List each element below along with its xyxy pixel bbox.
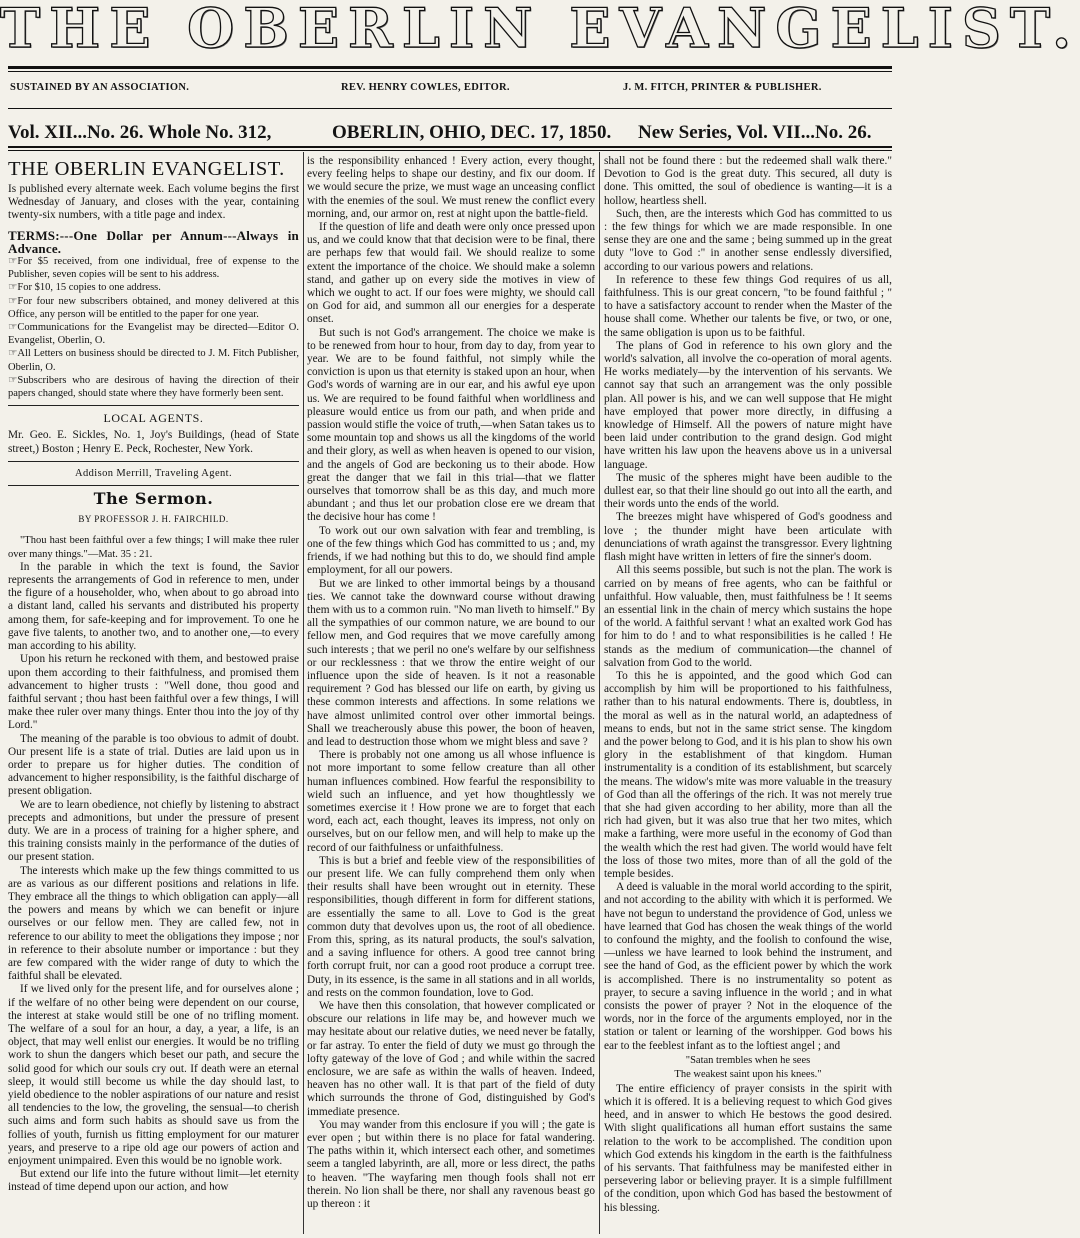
issue-series: New Series, Vol. VII...No. 26. [638,122,872,143]
column-2 [307,155,595,1235]
issue-row [8,118,892,144]
sermon-paragraph: shall not be found there : but the redeemed shall walk there." Devotion to God is the great duty. This secured, all duty is done. This omitted, the soul of obedience is wanting—it is a hollow, heartless shell. [604,155,892,207]
issue-place-date: OBERLIN, OHIO, DEC. 17, 1850. [332,122,612,143]
sermon-paragraph: The music of the spheres might have been audible to the dullest ear, so that their line should go out into all the earth, and their words unto the ends of the world. [604,471,892,511]
sermon-paragraph: But extend our life into the future without limit—let eternity instead of time depend upon our action, and how [8,1168,299,1194]
subhead-publisher: J. M. FITCH, PRINTER & PUBLISHER. [623,82,822,93]
sermon-paragraph: Such, then, are the interests which God has committed to us : the few things for which we are made responsible. In one sense they are one and the same ; being summed up in the great duty "love to God :" in another sense endlessly diversified, according to our various powers and relations. [604,207,892,273]
sermon-paragraph: To this he is appointed, and the good which God can accomplish by him will be proportioned to his faithfulness, rather than to his natural endowments. There is, doubtless, in the moral as well as in the natural world, an adaptedness of means to ends, but not in the same strict sense. The kingdom and the power belong to God, and it is his plan to show his own glory in the establishment of that kingdom. Human instrumentality is a condition of its establishment, but scarcely the means. The widow's mite was more valuable in the treasury of God than all the offerings of the rich. It was not merely true that she had given according to her ability, more than all the rich had given, but it was also true that her two mites, which make a farthing, were more useful in the economy of God than the wealth which the rest had given. The world would have felt the loss of those two mites, more than of all the gold of the temple besides. [604,669,892,880]
column-1 [8,155,299,1235]
issue-volume: Vol. XII...No. 26. Whole No. 312, [8,122,272,143]
header-bottom-rule [8,146,892,148]
poem-line: The weakest saint upon his knees." [674,1068,822,1080]
local-agents-heading: LOCAL AGENTS. [103,411,204,426]
sermon-paragraph: In reference to these few things God requires of us all, faithfulness. This is our great concern, "to be found faithful ; " to have a satisfactory account to render when the Master of the house shall come. Whether our talents be five, or two, or one, the same obligation is upon us to be faithful. [604,273,892,339]
traveling-agent: Addison Merrill, Traveling Agent. [75,467,232,479]
notice-item: ☞For $10, 15 copies to one address. [8,282,161,294]
sermon-paragraph: If the question of life and death were only once pressed upon us, and we could know that that decision were to be final, there are perhaps few that would fail. We should realize to some extent the importance of the choice. We should make a solemn stand, and gather up on every side the motives in view of which we ought to act. If our foes were mighty, we should call on God for aid, and summon all our energies for a desperate onset. [307,221,595,326]
mid-rule [8,108,892,109]
sermon-paragraph: All this seems possible, but such is not the plan. The work is carried on by means of free agents, who can be faithful or unfaithful. How valuable, then, must faithfulness be ! It seems an essential link in the chain of mercy which sustains the hope of the world. A faithful servant ! what an exalted work God has for him to do ! and to what responsibilities is he called ! He stands as the medium of communication—the channel of salvation from God to the world. [604,564,892,669]
sermon-paragraph: In the parable in which the text is found, the Savior represents the arrangements of God in reference to men, under the figure of a householder, who, when about to go abroad into a distant land, called his servants and distributed his property among them, for safe-keeping and for improvement. To one he gave five talents, to another two, and to another one,—to every man according to his ability. [8,560,299,653]
sermon-paragraph: A deed is valuable in the moral world according to the spirit, and not according to the ability with which it is performed. We have not begun to understand the providence of God, unless we have learned that God has chosen the weak things of the world to confound the mighty, and the foolish to confound the wise,—unless we have learned to look behind the instrument, and see the hand of God, as the efficient power by which the work is accomplished. There is no instrumentality so potent as prayer, to secure a saving influence in the world ; and in what consists the power of prayer ? Not in the eloquence of the words, nor in the force of the arguments employed, nor in the station or talent or learning of the worshipper. God bows his ear to the feeblest infant as to the loftiest angel ; and [604,881,892,1052]
notice-item: ☞All Letters on business should be directed to J. M. Fitch Publisher, Oberlin, O. [8,348,299,373]
divider [8,461,299,462]
terms-line: TERMS:---One Dollar per Annum---Always in Advance. [8,227,299,256]
sermon-paragraph: But such is not God's arrangement. The choice we make is to be renewed from hour to hour, from day to day, from year to year. We are to be found faithful, not simply while the conviction is upon us that eternity is staked upon an hour, when God's words of warning are in our ear, and his awful eye upon us. We are required to be found faithful when worldliness and pleasure would entice us from our path, and when pride and passion would stifle the voice of truth,—when Satan takes us to some mountain top and shows us all the kingdoms of the world and their glory, as well as when heaven is opened to our vision, and the angels of God are beckoning us to their abode. How great the danger that we fail in this trial—that we flatter ourselves that tomorrow shall be as this day, and much more abundant ; and thus let our probation close ere we dream that the decisive hour has come ! [307,326,595,524]
sermon-paragraph: You may wander from this enclosure if you will ; the gate is ever open ; but within there is no place for fatal wandering. The paths within it, which intersect each other, and sometimes seem a tangled labyrinth, are all, more or less direct, the paths to heaven. "The wayfaring men though fools shall not err therein. No lion shall be there, nor shall any ravenous beast go up thereon : it [307,1118,595,1211]
subhead-association: SUSTAINED BY AN ASSOCIATION. [10,82,190,93]
notice-item: ☞Subscribers who are desirous of having the direction of their papers changed, should state where they have formerly been sent. [8,374,299,400]
subhead-editor: REV. HENRY COWLES, EDITOR. [341,82,510,93]
top-rule-thick [8,66,892,69]
divider [8,485,299,486]
top-rule-thin [8,71,892,72]
sermon-paragraph: But we are linked to other immortal beings by a thousand ties. We cannot take the downward course without drawing them with us to a common ruin. "No man liveth to himself." By all the sympathies of our common nature, we are bound to our fellow men, and God requires that we move carefully among such interests ; that we peril no one's welfare by our selfishness or our recklessness : that we throw the entire weight of our influence upon the side of heaven. Is it not a reasonable requirement ? God has blessed our life on earth, by giving us these common interests and affections. In some relations we have almost unlimited control over other immortal beings. Shall we treacherously abuse this power, the boon of heaven, and lead to destruction those whom we might bless and save ? [307,577,595,748]
sermon-paragraph: There is probably not one among us all whose influence is not more important to some fellow creature than all other human influences combined. How fearful the responsibility to wield such an influence, and yet how thoughtlessly we sometimes exercise it ! How prone we are to forget that each word, each act, each thought, leaves its impress, not only on ourselves, but on our fellow men, and will help to make up the record of our faithfulness or unfaithfulness. [307,749,595,854]
sermon-paragraph: If we lived only for the present life, and for ourselves alone ; if the welfare of no other being were dependent on our course, the interest at stake would still be one of no trifling moment. The welfare of a soul for an hour, a day, a year, a life, is an object, that may well enlist our energies. It would be no trifling work to shun the dangers which beset our path, and secure the solid good for which our souls cry out. If death were an eternal sleep, it would still become us while the day should last, to yield obedience to the nobler aspirations of our nature and resist all tendencies to the low, the groveling, the sensual—to cherish such aims and form such habits as should save us from the follies of youth, furnish us fitting employment for our maturer years, and preserve to a ripe old age our powers of action and enjoyment unimpaired. Even this would be no ignoble work. [8,983,299,1168]
sermon-paragraph: We have then this consolation, that however complicated or obscure our relations in life may be, and however much we may hesitate about our relative duties, we need never be fatally, or far astray. To enter the field of duty we must go through the lofty gateway of the love of God ; and while within the sacred enclosure, we are safe as within the walls of heaven. Indeed, heaven has no other wall. It is that part of the field of duty which surrounds the throne of God, distinguished by God's immediate presence. [307,1000,595,1118]
sermon-paragraph: We are to learn obedience, not chiefly by listening to abstract precepts and admonitions, but under the pressure of present duty. We are in a process of training for a higher sphere, and this training consists mainly in the performance of the duties of our present station. [8,798,299,864]
paper-title: THE OBERLIN EVANGELIST. [8,158,285,180]
masthead-title: THE OBERLIN EVANGELIST. [0,0,1080,60]
column-divider-1 [303,152,304,1234]
notice-item: ☞For four new subscribers obtained, and money delivered at this Office, any person will be entitled to the paper for one year. [8,295,299,320]
column-divider-2 [599,152,600,1234]
sermon-paragraph: Upon his return he reckoned with them, and bestowed praise upon them according to their faithfulness, and promised them advancement to higher trusts : "Well done, thou good and faithful servant ; thou hast been faithful over a few things, I will make thee ruler over many things. Enter thou into the joy of thy Lord." [8,653,299,732]
sermon-paragraph: The breezes might have whispered of God's goodness and love ; the thunder might have been articulate with denunciations of wrath against the transgressor. Every lightning flash might have written in letters of fire the sinner's doom. [604,511,893,564]
local-agents-text: Mr. Geo. E. Sickles, No. 1, Joy's Buildings, (head of State street,) Boston ; Henry E. Peck, Rochester, New York. [8,429,299,455]
sermon-paragraph: The entire efficiency of prayer consists in the spirit with which it is offered. It is a believing request to which God gives heed, and in answer to which He bestows the good desired. With slight qualifications all human effort sustains the same relation to the work to be accomplished. The condition upon which God extends his kingdom in the earth is the faithfulness of his servants. That faithfulness may be manifested either in persevering labor or believing prayer. It is a simple fulfillment of the condition, upon which God has based the bestowment of his blessing. [604,1082,892,1214]
sermon-paragraph: The plans of God in reference to his own glory and the world's salvation, all involve the co-operation of moral agents. He works mediately—by the intervention of his servants. We cannot say that such an arrangement was the only possible plan. All power is his, and we can well suppose that He might have employed that power more directly, in diffusing a knowledge of Himself. All the powers of nature might have been laid under contribution to the grand design. God might have written his law upon the heavens above us in a universal language. [604,339,892,471]
sermon-paragraph: To work out our own salvation with fear and trembling, is one of the few things which God has committed to us ; and, my friends, if we had nothing but this to do, we should find ample employment, for all our powers. [307,524,595,577]
divider [8,405,299,406]
header-bottom-rule-thin [8,150,892,151]
notice-item: ☞For $5 received, from one individual, free of expense to the Publisher, seven copies will be sent to his address. [8,256,299,281]
sermon-paragraph: The interests which make up the few things committed to us are as various as our different positions and relations in life. They embrace all the things to which obligation can apply—all the powers and means by which we can benefit or injure ourselves or our fellow men. They are called few, not in reference to our ability to meet the obligations they impose ; nor in reference to their absolute number or importance : but they are few compared with the wider range of duty to which the faithful shall be elevated. [8,864,299,983]
sermon-byline: BY PROFESSOR J. H. FAIRCHILD. [78,514,229,525]
sermon-paragraph: The meaning of the parable is too obvious to admit of doubt. Our present life is a state of trial. Duties are laid upon us in order to prepare us for higher duties. The condition of advancement to higher responsibility, is the faithful discharge of present obligation. [8,732,299,798]
notice-item: ☞Communications for the Evangelist may be directed—Editor O. Evangelist, Oberlin, O. [8,322,299,347]
sermon-paragraph: is the responsibility enhanced ! Every action, every thought, every feeling helps to shape our destiny, and fix our doom. If we would secure the prize, we must wage an unceasing conflict with the enemies of the soul. We must renew the conflict every morning, and, our armor on, rest at night upon the battle-field. [307,155,595,220]
paper-intro: Is published every alternate week. Each volume begins the first Wednesday of January, and closes with the year, containing twenty-six numbers, with a title page and index. [8,183,299,222]
subhead-row [8,80,892,98]
sermon-epigraph: "Thou hast been faithful over a few things; I will make thee ruler over many things."—Mat. 35 : 21. [8,535,299,560]
poem-line: "Satan trembles when he sees [685,1054,811,1066]
sermon-title: The Sermon. [93,489,214,509]
column-3 [604,155,892,1235]
sermon-paragraph: This is but a brief and feeble view of the responsibilities of our present life. We can fully comprehend them only when their results shall have been wrought out in eternity. These responsibilities, though different in form for different stations, are essentially the same to all. Love to God is the great common duty that devolves upon us, the root of all obedience. From this, spring, as its natural products, the soul's salvation, and a saving influence for others. A good tree cannot bring forth corrupt fruit, nor can a good root produce a corrupt tree. Duty, in its essence, is the same in all stations and in all worlds, and rests on the common foundation, love to God. [307,854,595,999]
